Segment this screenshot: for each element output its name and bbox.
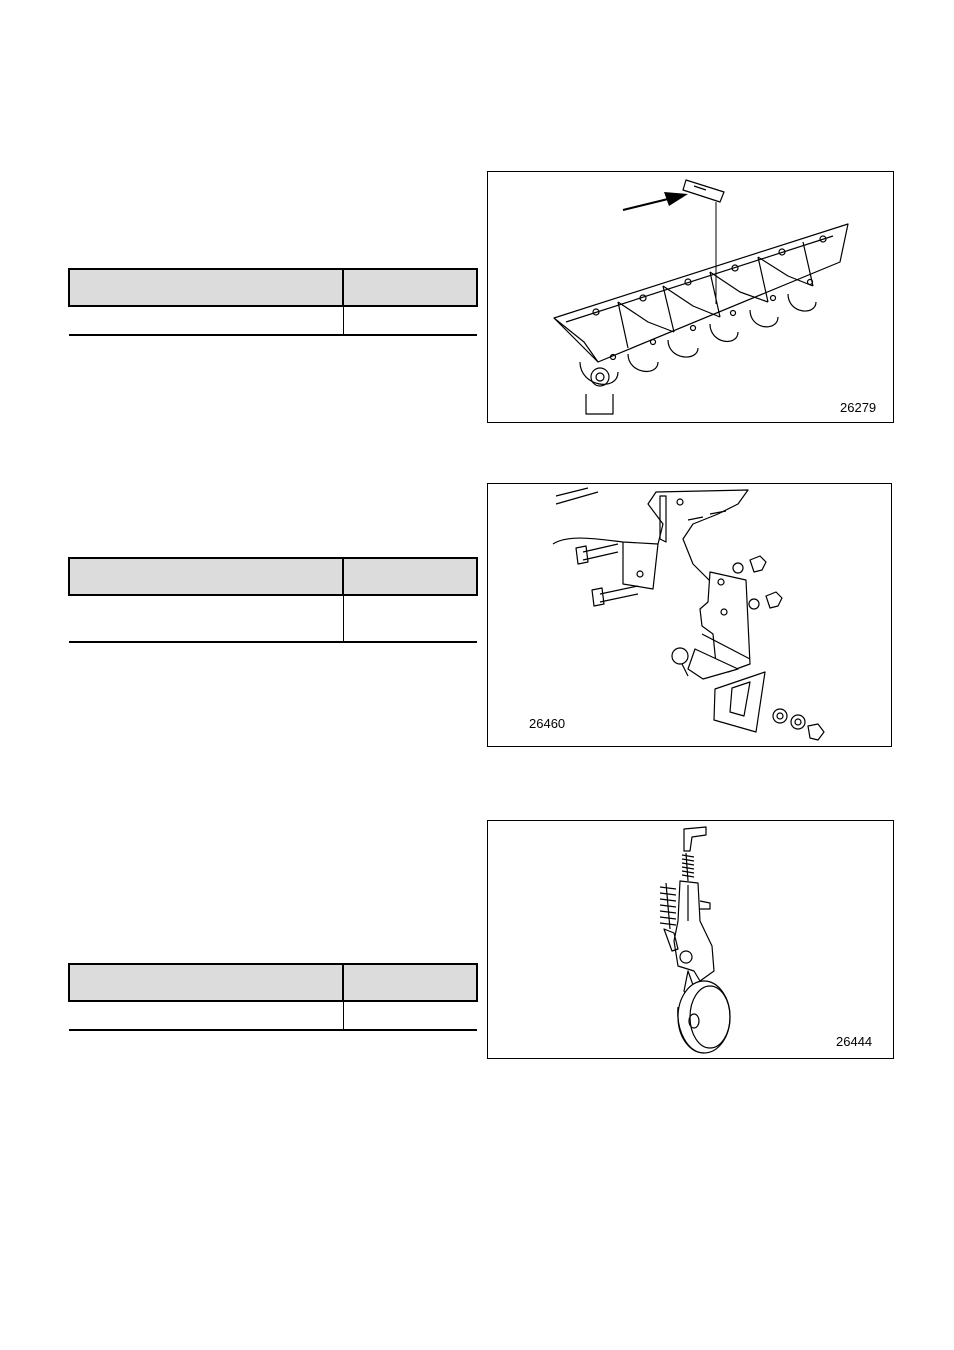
figure-seed-meter-rack (487, 171, 894, 423)
table-header-cell (343, 558, 477, 595)
parts-table-2 (68, 557, 478, 643)
table-header-cell (69, 964, 343, 1001)
seed-meter-rack-illustration (488, 172, 893, 422)
figure-bracket-assembly (487, 483, 892, 747)
gauge-wheel-arm-illustration (488, 821, 893, 1058)
figure-number: 26444 (836, 1034, 873, 1049)
figure-number: 26279 (840, 400, 877, 415)
table-cell (69, 595, 343, 642)
table-header-cell (69, 558, 343, 595)
bracket-assembly-illustration (488, 484, 891, 746)
table-cell (343, 306, 477, 335)
figure-number: 26460 (529, 716, 566, 731)
table-cell (69, 306, 343, 335)
table-cell (343, 595, 477, 642)
table-header-cell (69, 269, 343, 306)
arrow-head (664, 192, 688, 206)
arrow-shaft (623, 199, 668, 210)
table-cell (343, 1001, 477, 1030)
table-header-cell (343, 269, 477, 306)
table-cell (69, 1001, 343, 1030)
figure-gauge-wheel-arm (487, 820, 894, 1059)
parts-table-3 (68, 963, 478, 1031)
table-header-cell (343, 964, 477, 1001)
parts-table-1 (68, 268, 478, 336)
